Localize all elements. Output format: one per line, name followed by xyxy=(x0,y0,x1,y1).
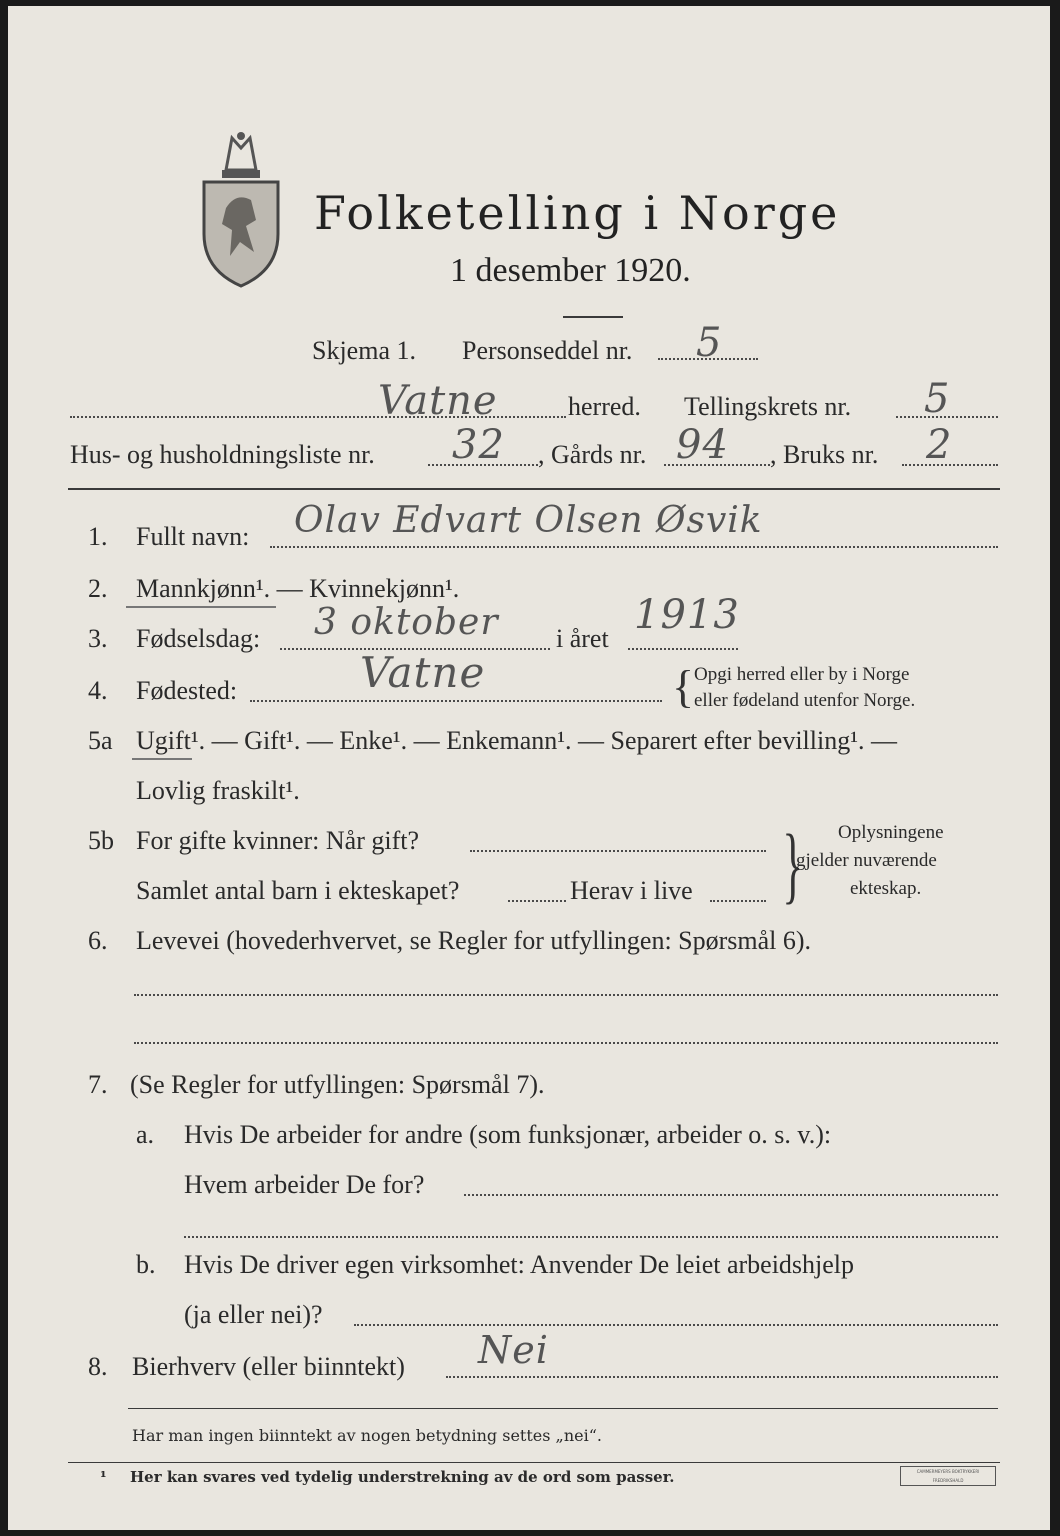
q7b-line xyxy=(354,1324,998,1326)
footnote-divider xyxy=(68,1462,1000,1463)
ugift-underline xyxy=(132,758,192,760)
q2-text: Mannkjønn¹. — Kvinnekjønn¹. xyxy=(136,574,460,603)
q5b-label-2: Samlet antal barn i ekteskapet? xyxy=(136,876,460,905)
census-form xyxy=(8,6,1050,1530)
q4-number: 4. xyxy=(88,676,108,705)
q3-number: 3. xyxy=(88,624,108,653)
q4-value[interactable]: Vatne xyxy=(360,648,486,697)
personseddel-label: Personseddel nr. xyxy=(462,336,633,365)
liste-value[interactable]: 32 xyxy=(452,422,505,468)
q6-line-1 xyxy=(134,994,998,996)
coat-of-arms-icon xyxy=(196,130,286,290)
title-divider xyxy=(563,316,623,318)
q5b-married-line xyxy=(470,850,766,852)
gards-value[interactable]: 94 xyxy=(676,422,729,468)
herred-label: herred. xyxy=(568,392,641,421)
personseddel-value[interactable]: 5 xyxy=(696,320,723,366)
q8-line xyxy=(446,1376,998,1378)
q5b-note-3: ekteskap. xyxy=(850,878,922,899)
q1-value[interactable]: Olav Edvart Olsen Øsvik xyxy=(294,500,763,541)
q8-label: Bierhverv (eller biinntekt) xyxy=(132,1352,405,1381)
q5b-brace: } xyxy=(782,816,803,912)
q7b-text: Hvis De driver egen virksomhet: Anvender De leiet arbeidshjelp xyxy=(184,1250,855,1279)
q6-line-2 xyxy=(134,1042,998,1044)
notes-divider xyxy=(128,1408,998,1409)
tellingskrets-value[interactable]: 5 xyxy=(924,376,951,422)
q4-brace: { xyxy=(672,661,695,712)
q5a-number: 5a xyxy=(88,726,113,755)
footnote-mark: ¹ xyxy=(100,1468,107,1486)
q4-line xyxy=(250,700,662,702)
q8-value[interactable]: Nei xyxy=(478,1328,549,1372)
q7a-text: Hvis De arbeider for andre (som funksjonær, arbeider o. s. v.): xyxy=(184,1120,832,1149)
q3-label: Fødselsdag: xyxy=(136,624,261,653)
tellingskrets-label: Tellingskrets nr. xyxy=(684,392,852,421)
q7b-text-2: (ja eller nei)? xyxy=(184,1300,323,1329)
q8-number: 8. xyxy=(88,1352,108,1381)
footnote-text: Her kan svares ved tydelig understrekning av de ord som passer. xyxy=(130,1468,675,1486)
q5a-text-2: Lovlig fraskilt¹. xyxy=(136,776,300,805)
q2-number: 2. xyxy=(88,574,108,603)
q5b-number: 5b xyxy=(88,826,114,855)
q7a-line-1 xyxy=(464,1194,998,1196)
q7a-number: a. xyxy=(136,1120,155,1149)
census-date: 1 desember 1920. xyxy=(450,252,691,289)
q7-number: 7. xyxy=(88,1070,108,1099)
bruks-value[interactable]: 2 xyxy=(926,422,953,468)
q5b-children-line xyxy=(508,900,566,902)
q3-year-value[interactable]: 1913 xyxy=(634,592,740,638)
q6-number: 6. xyxy=(88,926,108,955)
q3-value[interactable]: 3 oktober xyxy=(314,602,499,643)
q7a-text-2: Hvem arbeider De for? xyxy=(184,1170,425,1199)
liste-label: Hus- og husholdningsliste nr. xyxy=(70,440,375,469)
q1-line xyxy=(270,546,998,548)
nei-note: Har man ingen biinntekt av nogen betydning settes „nei“. xyxy=(132,1426,602,1445)
q1-label: Fullt navn: xyxy=(136,522,250,551)
q3-year-line xyxy=(628,648,738,650)
q4-note-1: Opgi herred eller by i Norge xyxy=(694,664,910,685)
section-divider xyxy=(68,488,1000,490)
q4-label: Fødested: xyxy=(136,676,238,705)
q5b-label-3: Herav i live xyxy=(570,876,693,905)
q1-number: 1. xyxy=(88,522,108,551)
q4-note-2: eller fødeland utenfor Norge. xyxy=(694,690,916,711)
gards-label: , Gårds nr. xyxy=(538,440,647,469)
q7-text: (Se Regler for utfyllingen: Spørsmål 7). xyxy=(130,1070,545,1099)
q7a-line-2 xyxy=(184,1236,998,1238)
schema-label: Skjema 1. xyxy=(312,336,416,365)
mannkjonn-underline xyxy=(126,606,276,608)
q5b-alive-line xyxy=(710,900,766,902)
q5a-text: Ugift¹. — Gift¹. — Enke¹. — Enkemann¹. — Separert efter bevilling¹. — xyxy=(136,726,898,755)
form-title: Folketelling i Norge xyxy=(314,186,841,240)
q6-text: Levevei (hovederhvervet, se Regler for utfyllingen: Spørsmål 6). xyxy=(136,926,812,955)
herred-value[interactable]: Vatne xyxy=(378,378,498,424)
q3-year-label: i året xyxy=(556,624,609,653)
q5b-label-1: For gifte kvinner: Når gift? xyxy=(136,826,420,855)
q7b-number: b. xyxy=(136,1250,156,1279)
printer-stamp: CAMMERMEYERS BOKTRYKKERI FREDRIKSHALD xyxy=(900,1466,996,1486)
bruks-label: , Bruks nr. xyxy=(770,440,879,469)
q5b-note-2: gjelder nuværende xyxy=(796,850,937,871)
q5b-note-1: Oplysningene xyxy=(838,822,944,843)
